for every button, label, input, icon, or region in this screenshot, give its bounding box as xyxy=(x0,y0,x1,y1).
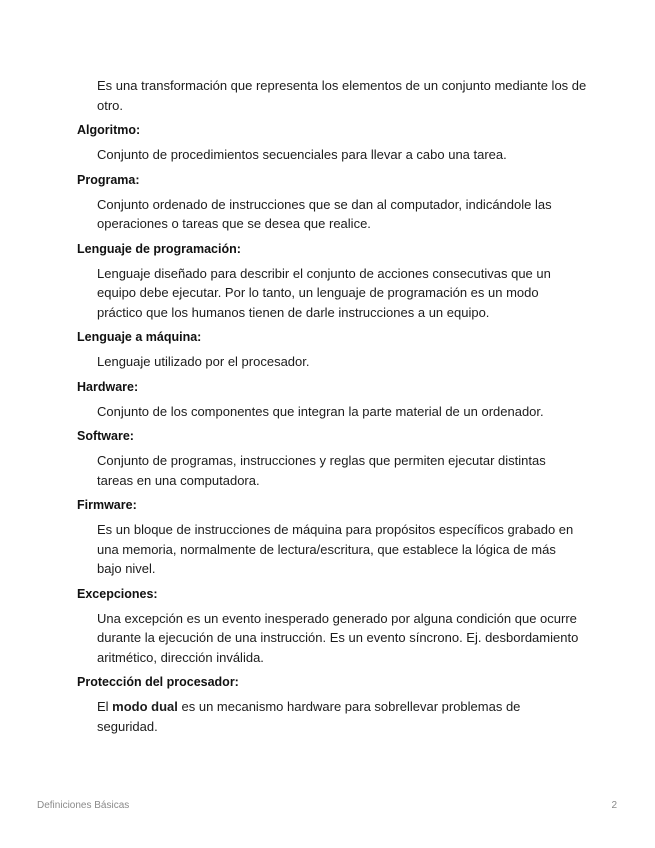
term-heading: Lenguaje a máquina: xyxy=(77,330,202,344)
entry-lenguaje-a-maquina xyxy=(77,328,587,372)
term-heading: Programa: xyxy=(77,172,140,187)
entry-lenguaje-de-programacion xyxy=(77,240,587,323)
term-definition: Una excepción es un evento inesperado generado por alguna condición que ocurre durante la ejecución de una instrucción. Es un evento síncrono. Ej. desbordamiento aritmético, dirección inválida. xyxy=(97,610,579,665)
intro-definition: Es una transformación que representa los elementos de un conjunto mediante los de otro. xyxy=(97,78,587,113)
entry-programa xyxy=(77,171,587,234)
term-definition xyxy=(97,697,587,736)
term-definition: Lenguaje diseñado para describir el conjunto de acciones consecutivas que un equipo debe ejecutar. Por lo tanto, un lenguaje de programación es un modo práctico que los humanos tienen de darle instrucciones a un equipo. xyxy=(97,265,551,320)
definition-bold-term: modo dual xyxy=(112,699,178,714)
term-heading: Protección del procesador: xyxy=(77,675,239,689)
term-definition: Es un bloque de instrucciones de máquina para propósitos específicos grabado en una memoria, normalmente de lectura/escritura, que establece la lógica de más bajo nivel. xyxy=(97,522,574,576)
definition-prefix: El xyxy=(97,699,113,714)
entry-excepciones xyxy=(77,585,587,668)
term-heading: Algoritmo: xyxy=(77,123,141,137)
term-heading: Excepciones: xyxy=(77,586,158,601)
term-heading: Software: xyxy=(77,429,134,443)
term-definition: Lenguaje utilizado por el procesador. xyxy=(97,354,310,369)
term-definition: Conjunto de los componentes que integran la parte material de un ordenador. xyxy=(97,403,544,419)
entry-firmware xyxy=(77,496,587,579)
entry-algoritmo xyxy=(77,121,587,165)
page-number: 2 xyxy=(611,800,617,811)
term-heading: Firmware: xyxy=(77,498,137,512)
entry-proteccion-del-procesador xyxy=(77,673,587,736)
term-heading: Lenguaje de programación: xyxy=(77,241,241,256)
entry-hardware xyxy=(77,378,587,422)
document-body xyxy=(77,76,587,742)
term-definition: Conjunto ordenado de instrucciones que se dan al computador, indicándole las operaciones o tareas que se desea que realice. xyxy=(97,196,552,231)
term-definition: Conjunto de procedimientos secuenciales para llevar a cabo una tarea. xyxy=(97,147,507,162)
footer-title: Definiciones Básicas xyxy=(37,800,130,811)
term-heading: Hardware: xyxy=(77,379,139,394)
definition-suffix: es un mecanismo hardware para sobrellevar problemas de seguridad. xyxy=(97,699,521,734)
term-definition: Conjunto de programas, instrucciones y reglas que permiten ejecutar distintas tareas en una computadora. xyxy=(97,453,546,488)
entry-software xyxy=(77,427,587,490)
